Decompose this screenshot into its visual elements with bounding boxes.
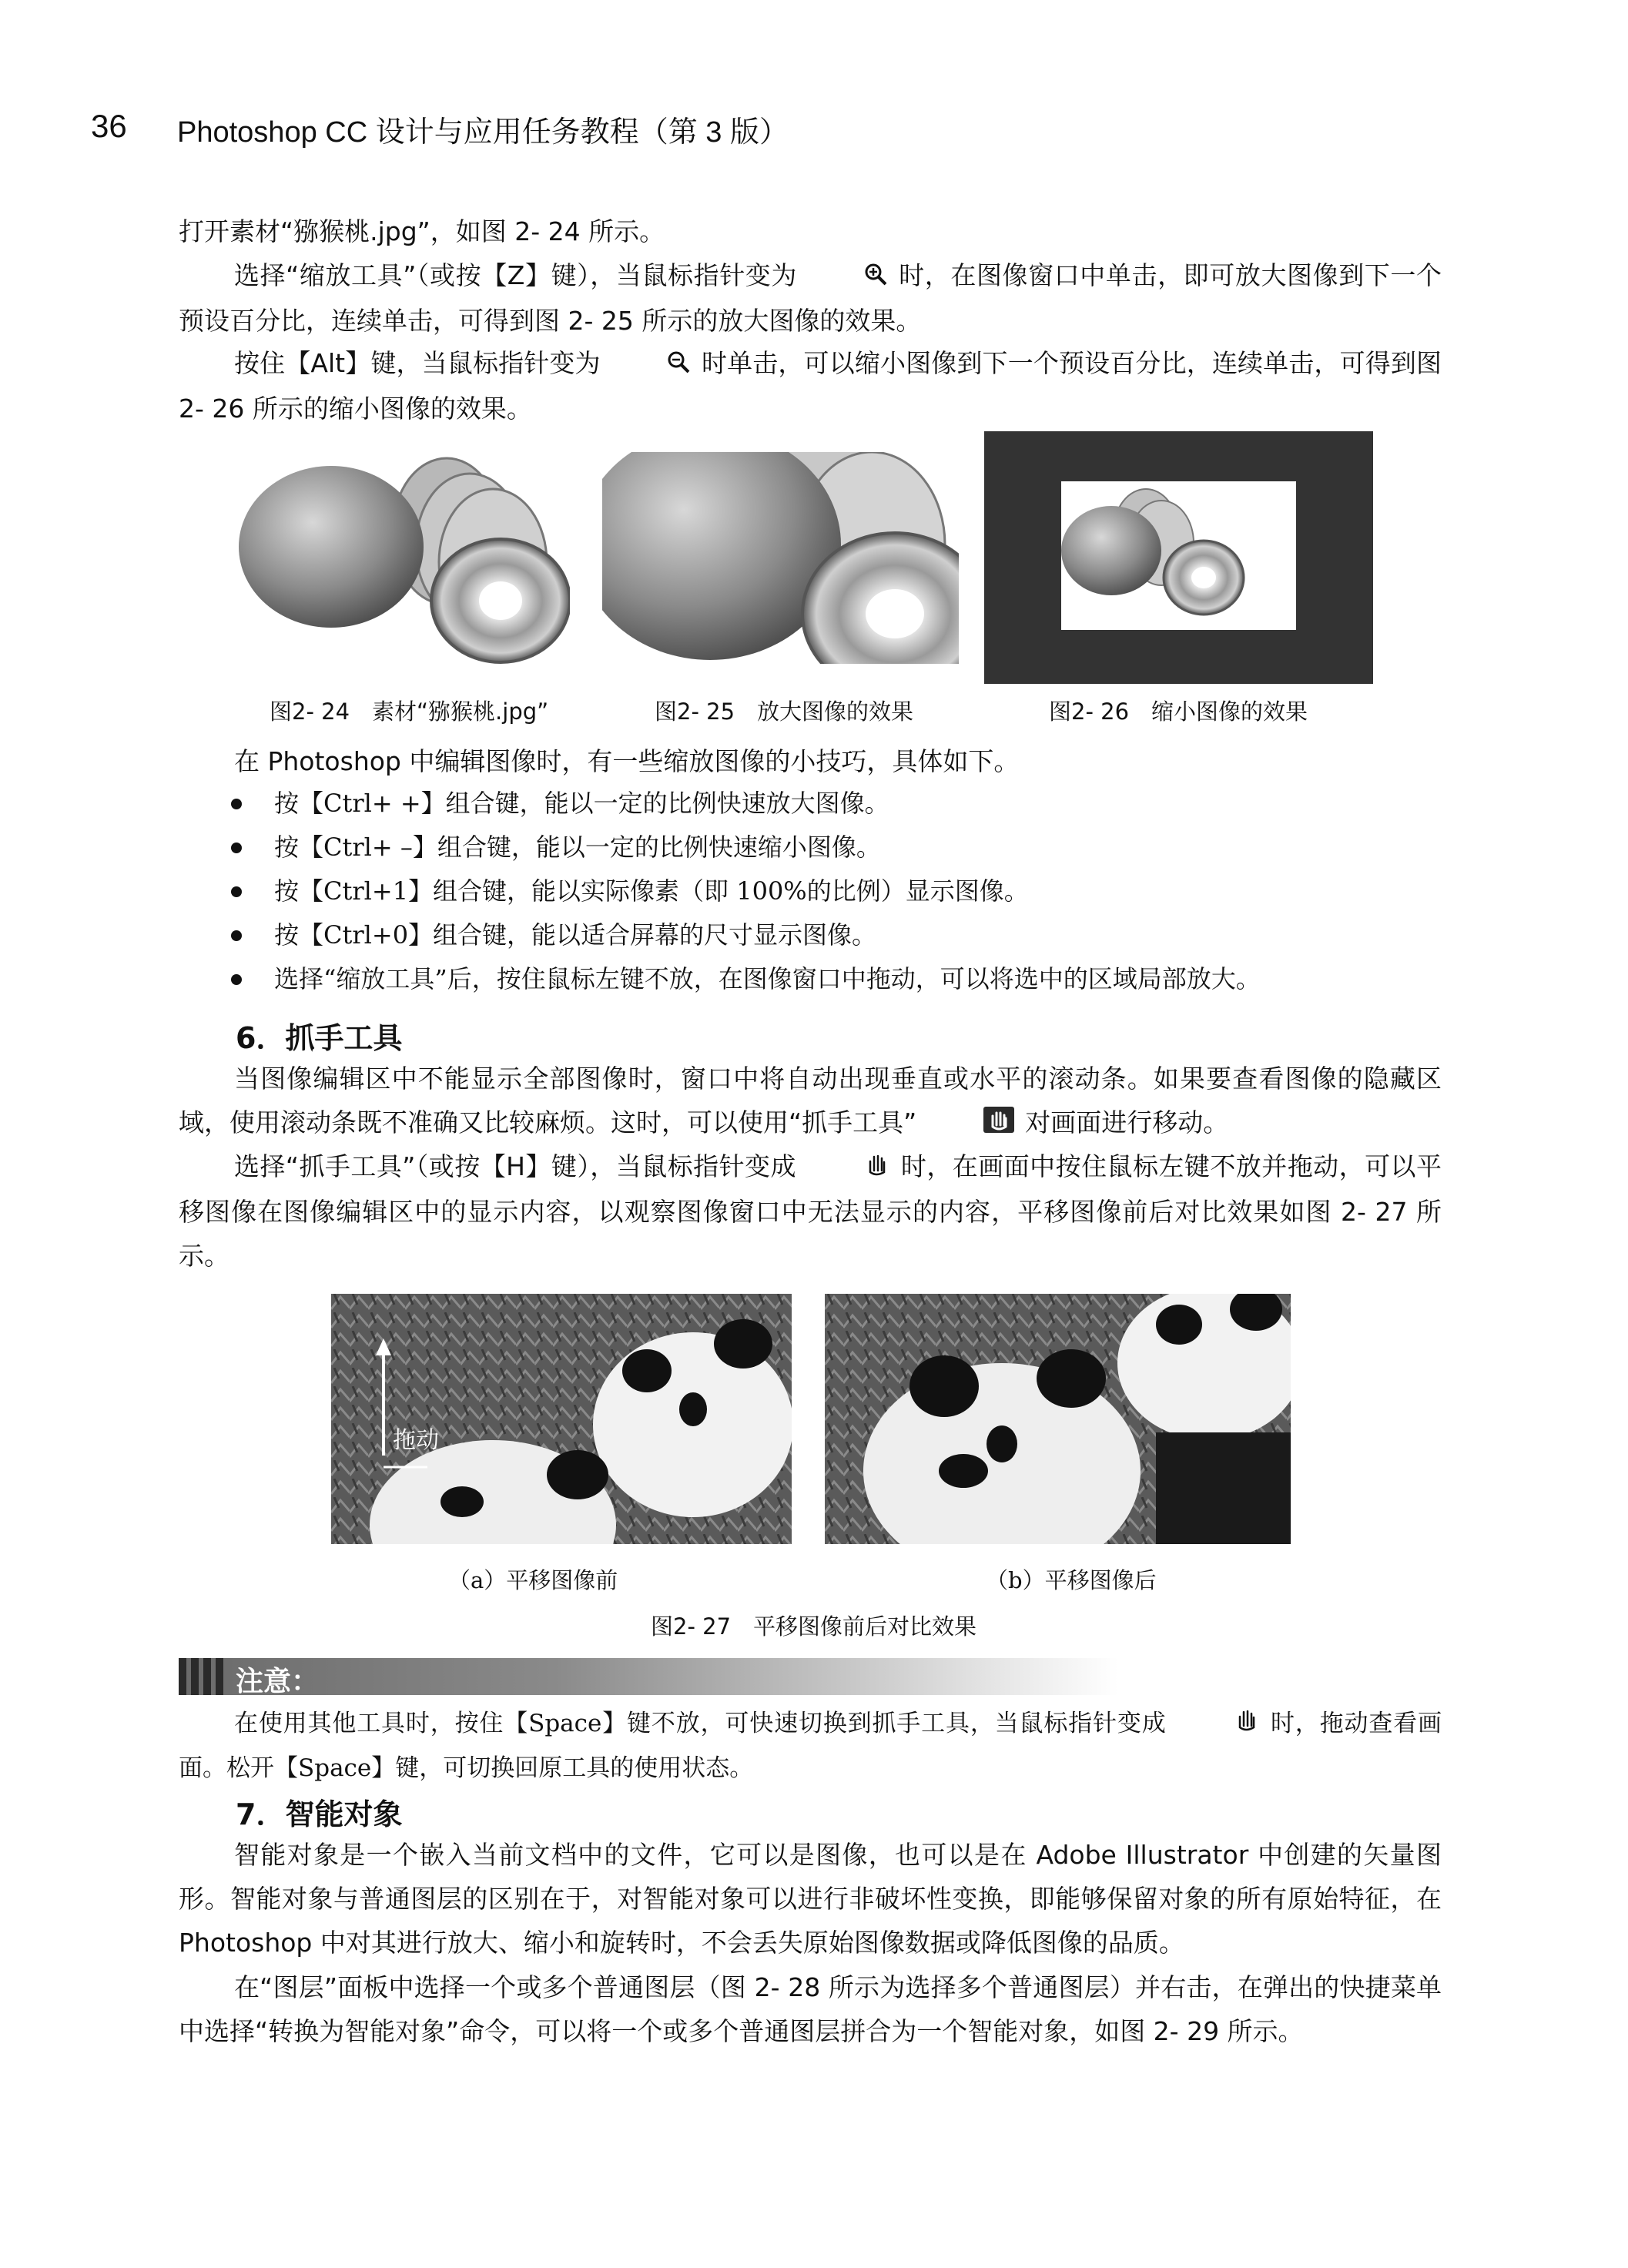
hand-cursor-icon — [808, 1146, 889, 1190]
paragraph-open-material: 打开素材“猕猴桃.jpg”，如图 2- 24 所示。 — [179, 216, 665, 246]
section-heading-smart-object: 7．智能对象 — [236, 1797, 403, 1831]
list-item: 按【Ctrl+1】组合键，能以实际像素（即 100%的比例）显示图像。 — [231, 869, 1261, 913]
zoom-out-icon — [611, 343, 690, 387]
figure-2-25-caption: 图2- 25 放大图像的效果 — [655, 698, 914, 725]
page-number: 36 — [91, 108, 127, 144]
bullet-icon — [231, 886, 242, 897]
note-text-part2: 时，拖动查看画面。松开【Space】键，可切换回原工具的使用状态。 — [179, 1710, 1442, 1782]
book-title: Photoshop CC 设计与应用任务教程（第 3 版） — [177, 116, 789, 149]
bullet-icon — [231, 799, 242, 809]
paragraph-hand-tool-usage-part1: 选择“抓手工具”（或按【H】键），当鼠标指针变成 — [234, 1151, 796, 1181]
figure-2-24-kiwi-image — [231, 447, 570, 666]
list-item: 按【Ctrl+0】组合键，能以适合屏幕的尺寸显示图像。 — [231, 913, 1261, 957]
paragraph-hand-tool-usage — [179, 1144, 1442, 1278]
figure-2-27a-panda-before-image — [331, 1294, 792, 1544]
paragraph-convert-to-smart-object: 在“图层”面板中选择一个或多个普通图层（图 2- 28 所示为选择多个普通图层）并右击，在弹出的快捷菜单中选择“转换为智能对象”命令，可以将一个或多个普通图层拼合为一个智能对象，如图 2- 29 所示。 — [179, 1972, 1442, 2046]
tips-intro: 在 Photoshop 中编辑图像时，有一些缩放图像的小技巧，具体如下。 — [234, 746, 1020, 776]
note-stripes-icon — [179, 1658, 225, 1695]
paragraph-zoom-tool — [179, 253, 1442, 343]
note-label: 注意： — [236, 1666, 320, 1697]
figure-2-25-zoomed-image — [602, 452, 959, 664]
figure-2-27a-caption: （a）平移图像前 — [448, 1567, 618, 1593]
paragraph-hand-tool-intro — [179, 1057, 1442, 1146]
paragraph-zoom-tool-part2: 时，在图像窗口中单击，即可放大图像到下一个预设百分比，连续单击，可得到图 2- 25 所示的放大图像的效果。 — [179, 260, 1442, 336]
note-text — [179, 1702, 1442, 1791]
list-item: 按【Ctrl+ +】组合键，能以一定的比例快速放大图像。 — [231, 782, 1261, 826]
paragraph-hand-tool-intro-part2: 对画面进行移动。 — [1025, 1107, 1229, 1137]
paragraph-smart-object-definition: 智能对象是一个嵌入当前文档中的文件，它可以是图像，也可以是在 Adobe Illustrator 中创建的矢量图形。智能对象与普通图层的区别在于，对智能对象可以进行非破坏性变换，即能够保留对象的所有原始特征，在 Photoshop 中对其进行放大、缩小和旋转时，不会丢失原始图像数据或降低图像的品质。 — [179, 1840, 1442, 1958]
note-banner — [179, 1658, 1118, 1695]
paragraph-hand-tool-usage-part2: 时，在画面中按住鼠标左键不放并拖动，可以平移图像在图像编辑区中的显示内容，以观察图像窗口中无法显示的内容，平移图像前后对比效果如图 2- 27 所示。 — [179, 1151, 1442, 1271]
paragraph-alt-zoom-out-part1: 按住【Alt】键，当鼠标指针变为 — [234, 348, 601, 378]
figure-2-24-caption: 图2- 24 素材“猕猴桃.jpg” — [270, 698, 549, 725]
bullet-icon — [231, 843, 242, 853]
figure-2-26-caption: 图2- 26 缩小图像的效果 — [1049, 698, 1308, 725]
paragraph-hand-tool-intro-part1: 当图像编辑区中不能显示全部图像时，窗口中将自动出现垂直或水平的滚动条。如果要查看图像的隐藏区域，使用滚动条既不准确又比较麻烦。这时，可以使用“抓手工具” — [179, 1064, 1442, 1137]
bullet-icon — [231, 930, 242, 941]
section-heading-hand-tool: 6．抓手工具 — [236, 1021, 403, 1055]
figure-2-27b-caption: （b）平移图像后 — [986, 1567, 1157, 1593]
drag-label: 拖动 — [393, 1427, 439, 1454]
tips-list — [231, 782, 1261, 1001]
hand-cursor-icon — [1177, 1703, 1259, 1747]
paragraph-zoom-tool-part1: 选择“缩放工具”（或按【Z】键），当鼠标指针变为 — [234, 260, 797, 290]
figure-2-26-zoomed-out-image — [984, 431, 1373, 684]
zoom-in-icon — [809, 255, 887, 299]
note-text-part1: 在使用其他工具时，按住【Space】键不放，可快速切换到抓手工具，当鼠标指针变成 — [234, 1710, 1167, 1737]
paragraph-alt-zoom-out — [179, 341, 1442, 430]
list-item: 选择“缩放工具”后，按住鼠标左键不放，在图像窗口中拖动，可以将选中的区域局部放大。 — [231, 957, 1261, 1001]
list-item: 按【Ctrl+ –】组合键，能以一定的比例快速缩小图像。 — [231, 826, 1261, 869]
paragraph-alt-zoom-out-part2: 时单击，可以缩小图像到下一个预设百分比，连续单击，可得到图 2- 26 所示的缩小图像的效果。 — [179, 348, 1442, 424]
bullet-icon — [231, 974, 242, 985]
figure-2-27-caption: 图2- 27 平移图像前后对比效果 — [651, 1613, 977, 1640]
figure-2-27b-panda-after-image — [825, 1294, 1291, 1544]
hand-tool-icon — [928, 1102, 1014, 1146]
